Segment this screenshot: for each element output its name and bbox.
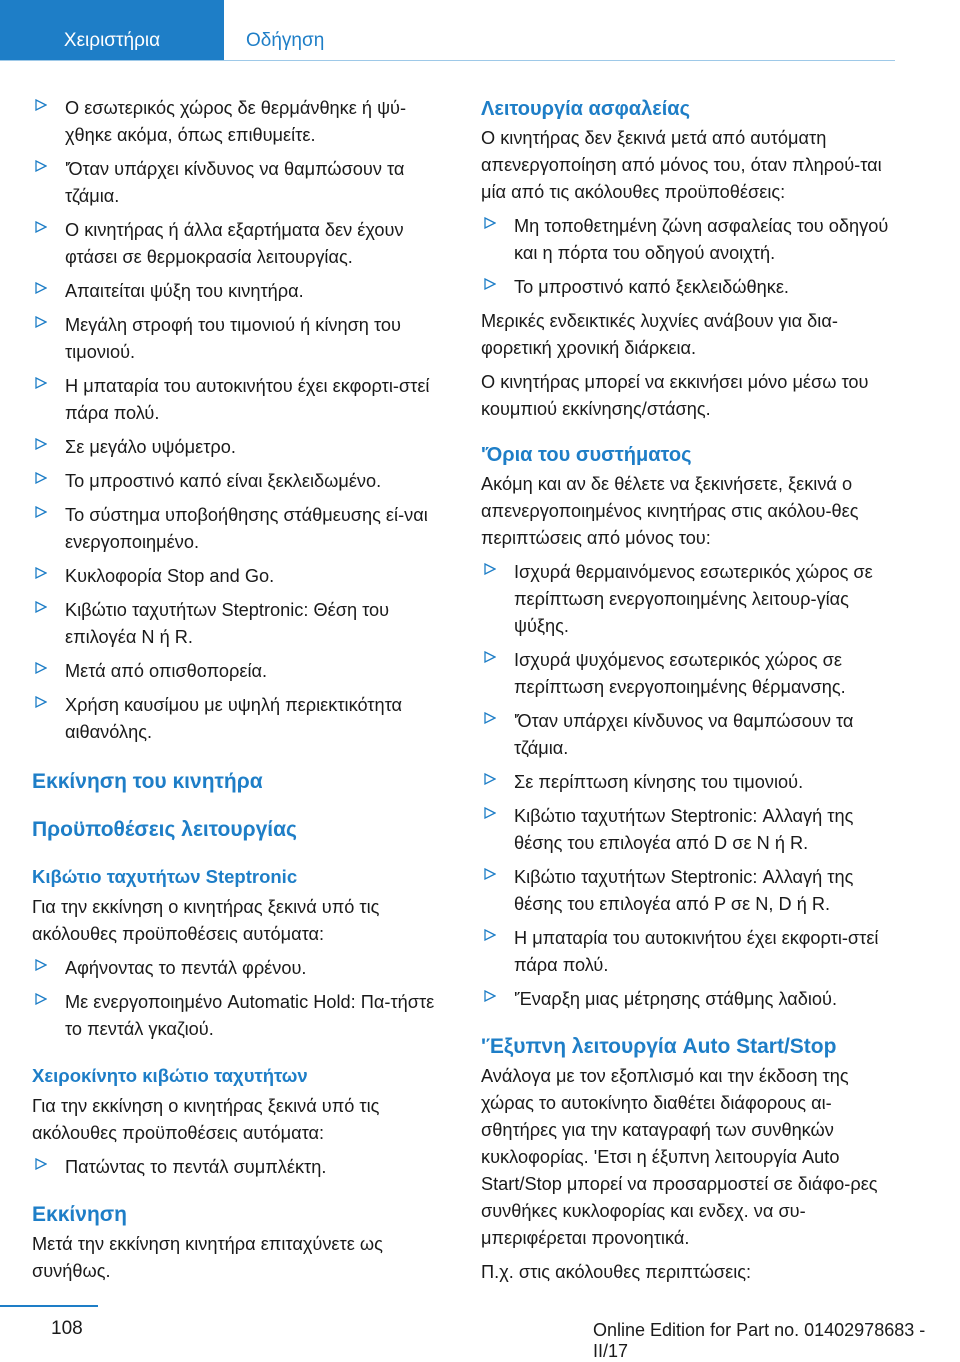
paragraph-smart: Ανάλογα με τον εξοπλισμό και την έκδοση της χώρας το αυτοκίνητο διαθέτει διάφορους αι‐σθητήρες για την καταγραφή των συνθηκών κυκλοφορίας. 'Ετσι η έξυπνη λειτουργία Auto Start/Stop μπορεί να προσαρμοστεί σε διάφο‐ρες συνθήκες κυκλοφορίας και ενδεχ. να συ‐μπεριφέρεται προνοητικά.	[481, 1066, 878, 1248]
triangle-bullet-icon	[35, 316, 47, 328]
paragraph-limits: Ακόμη και αν δε θέλετε να ξεκινήσετε, ξεκινά ο απενεργοποιημένος κινητήρας στις ακόλου‐θες περιπτώσεις από μόνος του:	[481, 474, 859, 548]
triangle-bullet-icon	[484, 868, 496, 880]
list-item	[481, 803, 899, 857]
tab-driving[interactable]: Οδήγηση	[246, 30, 325, 51]
list-item	[32, 312, 452, 366]
list-item-text: Ισχυρά θερμαινόμενος εσωτερικός χώρος σε περίπτωση ενεργοποιημένης λειτουρ‐γίας ψύξης.	[514, 562, 873, 636]
list-item	[32, 278, 452, 305]
list-item-text: 'Έναρξη μιας μέτρησης στάθμης λαδιού.	[514, 989, 838, 1009]
paragraph-start-button: Ο κινητήρας μπορεί να εκκινήσει μόνο μέσω του κουμπιού εκκίνησης/στάσης.	[481, 372, 869, 419]
paragraph-indicator-lights: Μερικές ενδεικτικές λυχνίες ανάβουν για δια‐φορετική χρονική διάρκεια.	[481, 311, 838, 358]
list-item	[32, 597, 452, 651]
triangle-bullet-icon	[484, 278, 496, 290]
list-item	[481, 213, 899, 267]
list-item	[32, 217, 452, 271]
heading-steptronic: Κιβώτιο ταχυτήτων Steptronic	[32, 866, 298, 887]
heading-operating-conditions: Προϋποθέσεις λειτουργίας	[32, 818, 297, 841]
list-item-text: Κιβώτιο ταχυτήτων Steptronic: Θέση του επιλογέα N ή R.	[65, 600, 390, 647]
list-item	[32, 373, 452, 427]
list-item-text: Μεγάλη στροφή του τιμονιού ή κίνηση του τιμονιού.	[65, 315, 401, 362]
triangle-bullet-icon	[484, 929, 496, 941]
right-column	[481, 95, 899, 1293]
list-item-text: Σε περίπτωση κίνησης του τιμονιού.	[514, 772, 804, 792]
paragraph-safety: Ο κινητήρας δεν ξεκινά μετά από αυτόματη απενεργοποίηση από μόνος του, όταν πληρού‐ται μία από τις ακόλουθες προϋποθέσεις:	[481, 128, 882, 202]
list-item-text: Ο κινητήρας ή άλλα εξαρτήματα δεν έχουν φτάσει σε θερμοκρασία λειτουργίας.	[65, 220, 404, 267]
list-item-text: Ο εσωτερικός χώρος δε θερμάνθηκε ή ψύ‐χθηκε ακόμα, όπως επιθυμείτε.	[65, 98, 407, 145]
triangle-bullet-icon	[484, 563, 496, 575]
paragraph-ignition: Μετά την εκκίνηση κινητήρα επιταχύνετε ως συνήθως.	[32, 1234, 383, 1281]
list-item	[481, 559, 899, 640]
list-item-text: Με ενεργοποιημένο Automatic Hold: Πα‐τήστε το πεντάλ γκαζιού.	[65, 992, 435, 1039]
steptronic-list	[32, 955, 452, 1043]
list-item	[481, 864, 899, 918]
list-item	[32, 955, 452, 982]
triangle-bullet-icon	[35, 993, 47, 1005]
triangle-bullet-icon	[484, 807, 496, 819]
heading-smart-auto-start-stop: 'Έξυπνη λειτουργία Auto Start/Stop	[481, 1035, 837, 1058]
heading-manual-gearbox: Χειροκίνητο κιβώτιο ταχυτήτων	[32, 1065, 308, 1086]
list-item-text: Κιβώτιο ταχυτήτων Steptronic: Αλλαγή της θέσης του επιλογέα από D σε N ή R.	[514, 806, 854, 853]
edition-footer: Online Edition for Part no. 01402978683 - II/17	[593, 1320, 926, 1361]
triangle-bullet-icon	[484, 990, 496, 1002]
list-item	[481, 769, 899, 796]
list-item-text: Πατώντας το πεντάλ συμπλέκτη.	[65, 1157, 327, 1177]
triangle-bullet-icon	[35, 282, 47, 294]
left-column	[32, 95, 452, 1292]
list-item-text: Απαιτείται ψύξη του κινητήρα.	[65, 281, 304, 301]
list-item-text: Αφήνοντας το πεντάλ φρένου.	[65, 958, 307, 978]
conditions-list	[32, 95, 452, 746]
manual-list	[32, 1154, 452, 1181]
triangle-bullet-icon	[484, 217, 496, 229]
triangle-bullet-icon	[35, 696, 47, 708]
triangle-bullet-icon	[484, 773, 496, 785]
tab-controls[interactable]: Χειριστήρια	[0, 0, 224, 60]
list-item	[32, 563, 452, 590]
list-item-text: 'Όταν υπάρχει κίνδυνος να θαμπώσουν τα τζάμια.	[514, 711, 854, 758]
triangle-bullet-icon	[35, 506, 47, 518]
header-bar	[0, 0, 895, 61]
heading-engine-start: Εκκίνηση του κινητήρα	[32, 770, 263, 793]
list-item	[481, 925, 899, 979]
list-item	[32, 692, 452, 746]
triangle-bullet-icon	[35, 959, 47, 971]
paragraph-steptronic: Για την εκκίνηση ο κινητήρας ξεκινά υπό τις ακόλουθες προϋποθέσεις αυτόματα:	[32, 897, 380, 944]
list-item	[32, 468, 452, 495]
triangle-bullet-icon	[35, 1158, 47, 1170]
triangle-bullet-icon	[35, 438, 47, 450]
list-item	[32, 156, 452, 210]
list-item-text: Η μπαταρία του αυτοκινήτου έχει εκφορτι‐στεί πάρα πολύ.	[514, 928, 879, 975]
limits-list	[481, 559, 899, 1013]
paragraph-example: Π.χ. στις ακόλουθες περιπτώσεις:	[481, 1262, 752, 1282]
list-item	[481, 274, 899, 301]
triangle-bullet-icon	[35, 377, 47, 389]
list-item-text: 'Όταν υπάρχει κίνδυνος να θαμπώσουν τα τζάμια.	[65, 159, 405, 206]
page-number-rule	[0, 1305, 98, 1307]
list-item-text: Μετά από οπισθοπορεία.	[65, 661, 268, 681]
triangle-bullet-icon	[35, 160, 47, 172]
heading-system-limits: 'Όρια του συστήματος	[481, 444, 692, 466]
triangle-bullet-icon	[35, 662, 47, 674]
heading-ignition: Εκκίνηση	[32, 1203, 127, 1226]
list-item-text: Μη τοποθετημένη ζώνη ασφαλείας του οδηγού και η πόρτα του οδηγού ανοιχτή.	[514, 216, 889, 263]
list-item-text: Το μπροστινό καπό είναι ξεκλειδωμένο.	[65, 471, 382, 491]
page-number: 108	[51, 1318, 83, 1339]
list-item	[32, 658, 452, 685]
list-item-text: Χρήση καυσίμου με υψηλή περιεκτικότητα αιθανόλης.	[65, 695, 403, 742]
list-item	[481, 708, 899, 762]
list-item	[32, 95, 452, 149]
list-item-text: Το μπροστινό καπό ξεκλειδώθηκε.	[514, 277, 789, 297]
list-item	[481, 986, 899, 1013]
list-item-text: Κιβώτιο ταχυτήτων Steptronic: Αλλαγή της θέσης του επιλογέα από P σε N, D ή R.	[514, 867, 854, 914]
heading-safety-function: Λειτουργία ασφαλείας	[481, 98, 690, 120]
triangle-bullet-icon	[35, 99, 47, 111]
list-item	[481, 647, 899, 701]
list-item-text: Σε μεγάλο υψόμετρο.	[65, 437, 236, 457]
list-item-text: Κυκλοφορία Stop and Go.	[65, 566, 275, 586]
list-item	[32, 1154, 452, 1181]
triangle-bullet-icon	[35, 601, 47, 613]
list-item	[32, 989, 452, 1043]
list-item-text: Ισχυρά ψυχόμενος εσωτερικός χώρος σε περίπτωση ενεργοποιημένης θέρμανσης.	[514, 650, 846, 697]
safety-list	[481, 213, 899, 301]
list-item-text: Το σύστημα υποβοήθησης στάθμευσης εί‐ναι ενεργοποιημένο.	[65, 505, 428, 552]
list-item	[32, 502, 452, 556]
triangle-bullet-icon	[35, 567, 47, 579]
triangle-bullet-icon	[484, 651, 496, 663]
triangle-bullet-icon	[35, 221, 47, 233]
list-item	[32, 434, 452, 461]
triangle-bullet-icon	[35, 472, 47, 484]
paragraph-manual: Για την εκκίνηση ο κινητήρας ξεκινά υπό τις ακόλουθες προϋποθέσεις αυτόματα:	[32, 1096, 380, 1143]
list-item-text: Η μπαταρία του αυτοκινήτου έχει εκφορτι‐στεί πάρα πολύ.	[65, 376, 430, 423]
triangle-bullet-icon	[484, 712, 496, 724]
